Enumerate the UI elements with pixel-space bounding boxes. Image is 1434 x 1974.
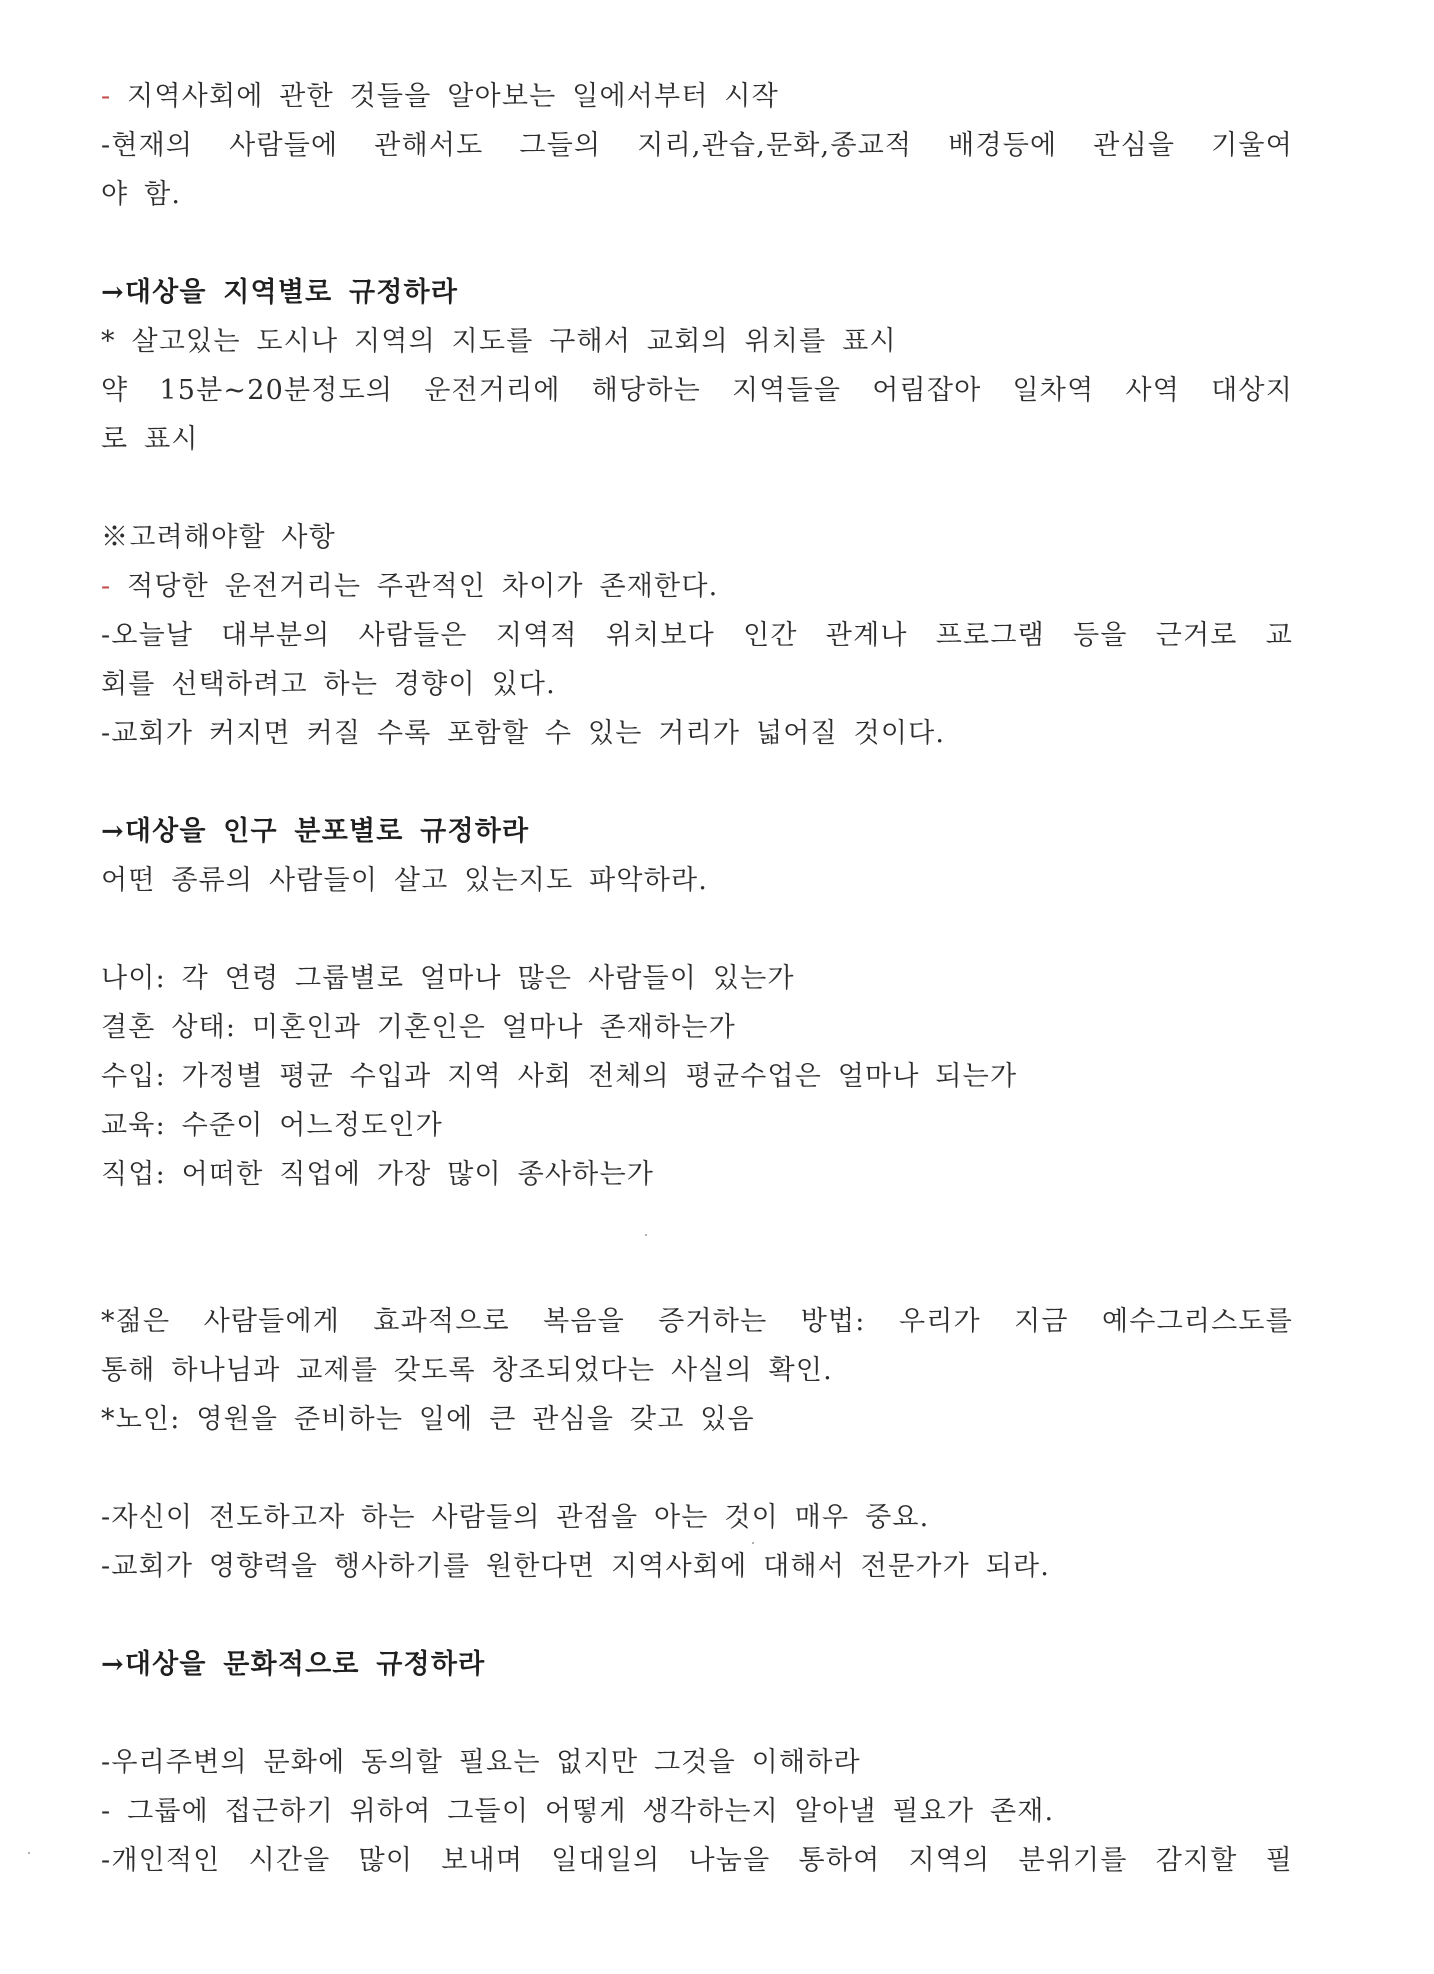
population-line-1: 어떤 종류의 사람들이 살고 있는지도 파악하라. [101,865,709,896]
culture-heading: →대상을 문화적으로 규정하라 [101,1649,486,1680]
intro-line-2: -현재의 사람들에 관해서도 그들의 지리,관습,문화,종교적 배경등에 관심을 기울여 [101,130,1293,161]
considerations-line-1-text: 적당한 운전거리는 주관적인 차이가 존재한다. [111,571,719,602]
considerations-line-2: -오늘날 대부분의 사람들은 지역적 위치보다 인간 관계나 프로그램 등을 근거로 교 [101,620,1293,651]
considerations-line-3: 회를 선택하려고 하는 경향이 있다. [101,669,556,700]
region-line-2: 약 15분~20분정도의 운전거리에 해당하는 지역들을 어림잡아 일차역 사역 대상지 [101,375,1293,406]
spacer [101,464,1293,513]
spacer [101,1689,1293,1738]
population-heading: →대상을 인구 분포별로 규정하라 [101,816,530,847]
culture-line-1: -우리주변의 문화에 동의할 필요는 없지만 그것을 이해하라 [101,1747,861,1778]
red-dash: - [101,571,112,602]
intro-line-3: 야 함. [101,179,182,210]
demographic-age: 나이: 각 연령 그룹별로 얼마나 많은 사람들이 있는가 [101,963,795,994]
intro-line-1 [101,72,1293,121]
spacer [101,1444,1293,1493]
perspective-line-1: -자신이 전도하고자 하는 사람들의 관점을 아는 것이 매우 중요. [101,1502,930,1533]
note-young-line-2: 통해 하나님과 교제를 갖도록 창조되었다는 사실의 확인. [101,1355,833,1386]
demographic-occupation: 직업: 어떠한 직업에 가장 많이 종사하는가 [101,1159,655,1190]
culture-line-3: -개인적인 시간을 많이 보내며 일대일의 나눔을 통하여 지역의 분위기를 감지할 필 [101,1845,1293,1876]
red-dash: - [101,81,112,112]
demographic-education: 교육: 수준이 어느정도인가 [101,1110,443,1141]
spacer [101,1199,1293,1297]
considerations-line-1 [101,562,1293,611]
spacer [101,1591,1293,1640]
scan-speck [28,1852,30,1854]
considerations-heading: ※고려해야할 사항 [101,522,336,553]
perspective-line-2: -교회가 영향력을 행사하기를 원한다면 지역사회에 대해서 전문가가 되라. [101,1551,1051,1582]
demographic-income: 수입: 가정별 평균 수입과 지역 사회 전체의 평균수업은 얼마나 되는가 [101,1061,1018,1092]
demographic-marital: 결혼 상태: 미혼인과 기혼인은 얼마나 존재하는가 [101,1012,736,1043]
document-body [101,72,1293,1885]
scan-speck [752,1542,754,1544]
spacer [101,219,1293,268]
scan-speck [645,1234,647,1236]
note-elder: *노인: 영원을 준비하는 일에 큰 관심을 갖고 있음 [101,1404,755,1435]
considerations-line-4: -교회가 커지면 커질 수록 포함할 수 있는 거리가 넓어질 것이다. [101,718,946,749]
spacer [101,758,1293,807]
note-young-line-1: *젊은 사람들에게 효과적으로 복음을 증거하는 방법: 우리가 지금 예수그리스도를 [101,1306,1293,1337]
intro-line-1-text: 지역사회에 관한 것들을 알아보는 일에서부터 시작 [111,81,779,112]
region-line-3: 로 표시 [101,424,199,455]
region-line-1: * 살고있는 도시나 지역의 지도를 구해서 교회의 위치를 표시 [101,326,897,357]
region-heading: →대상을 지역별로 규정하라 [101,277,459,308]
culture-line-2: - 그룹에 접근하기 위하여 그들이 어떻게 생각하는지 알아낼 필요가 존재. [101,1796,1055,1827]
spacer [101,905,1293,954]
